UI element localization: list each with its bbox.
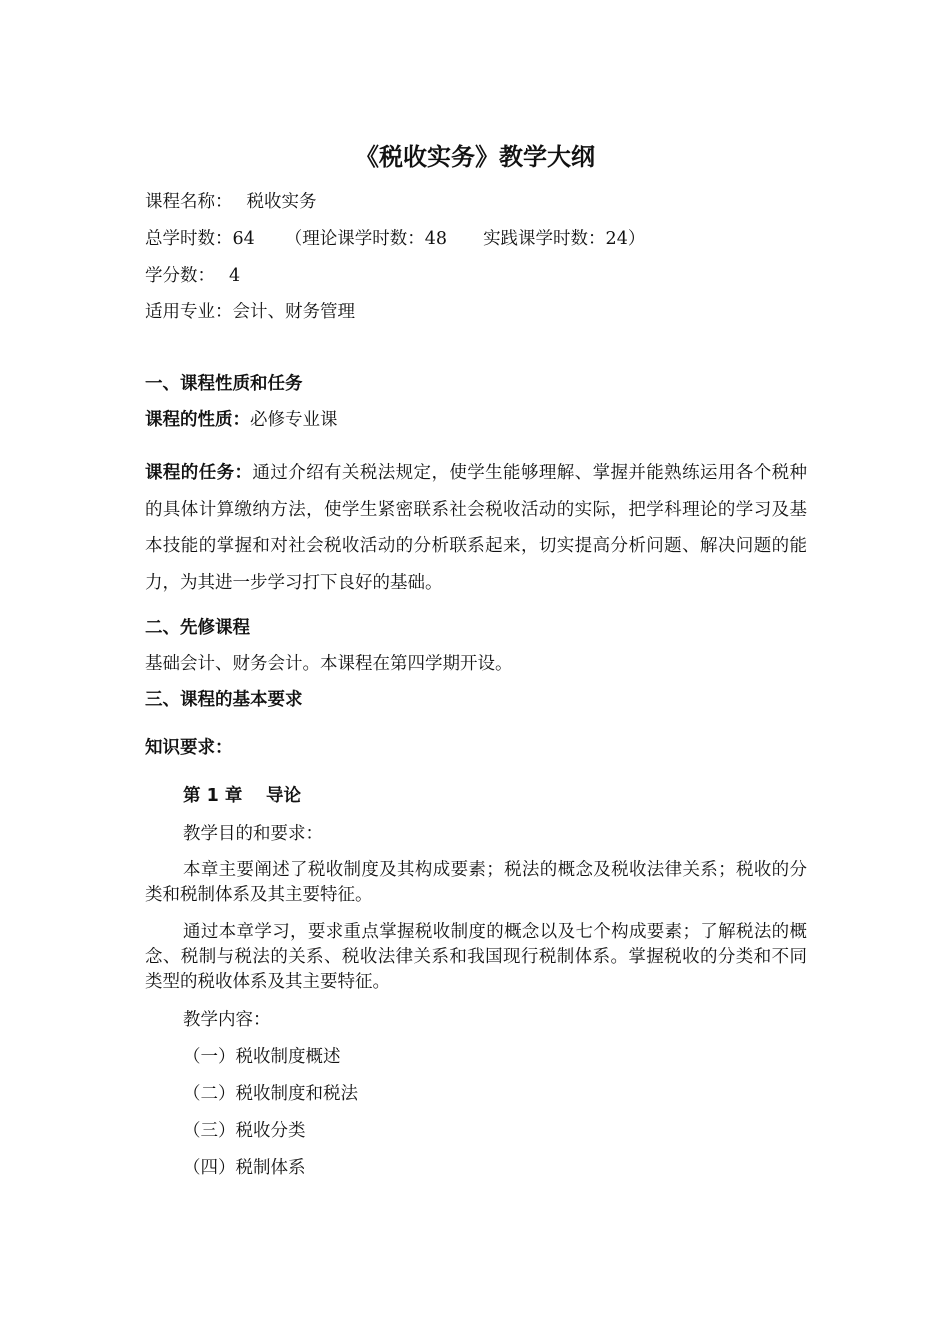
course-nature-value: 必修专业课 — [250, 410, 338, 430]
document-title: 《税收实务》教学大纲 — [355, 143, 595, 171]
content-item: （一）税收制度概述 — [183, 1047, 341, 1067]
prerequisite-text: 基础会计、财务会计。本课程在第四学期开设。 — [145, 654, 513, 674]
section-3-heading: 三、课程的基本要求 — [145, 690, 303, 710]
practice-hours: 实践课学时数：24） — [483, 229, 646, 249]
major-line — [145, 300, 355, 324]
course-nature-label: 课程的性质： — [145, 410, 250, 430]
teaching-goals-paragraph-1: 本章主要阐述了税收制度及其构成要素；税法的概念及税收法律关系；税收的分类和税制体系及其主要特征。 — [145, 860, 807, 905]
credits-label: 学分数： — [145, 266, 215, 286]
knowledge-requirement-label: 知识要求： — [145, 738, 233, 758]
credits-line — [145, 264, 240, 288]
course-nature-line — [145, 408, 338, 432]
teaching-goals-paragraph-2: 通过本章学习，要求重点掌握税收制度的概念以及七个构成要素；了解税法的概念、税制与税法的关系、税收法律关系和我国现行税制体系。掌握税收的分类和不同类型的税收体系及其主要特征。 — [145, 922, 807, 992]
content-item: （二）税收制度和税法 — [183, 1084, 358, 1104]
course-task-text: 通过介绍有关税法规定，使学生能够理解、掌握并能熟练运用各个税种的具体计算缴纳方法，使学生紧密联系社会税收活动的实际，把学科理论的学习及基本技能的掌握和对社会税收活动的分析联系起来，切实提高分析问题、解决问题的能力，为其进一步学习打下良好的基础。 — [145, 463, 808, 593]
teaching-goals-label: 教学目的和要求： — [183, 824, 323, 844]
total-hours-value: 64 — [232, 229, 255, 249]
chapter-1-heading: 第 1 章 导论 — [183, 786, 301, 806]
theory-hours: （理论课学时数：48 — [284, 229, 448, 249]
credits-value: 4 — [229, 266, 241, 286]
content-item: （三）税收分类 — [183, 1121, 306, 1141]
course-name-line — [145, 190, 317, 214]
content-item: （四）税制体系 — [183, 1158, 306, 1178]
section-2-heading: 二、先修课程 — [145, 618, 250, 638]
teaching-content-label: 教学内容： — [183, 1010, 271, 1030]
hours-line — [145, 227, 645, 251]
course-name-label: 课程名称： — [145, 192, 233, 212]
course-name-value: 税收实务 — [246, 192, 317, 212]
total-hours-label: 总学时数： — [145, 229, 233, 249]
section-1-heading: 一、课程性质和任务 — [145, 374, 303, 394]
course-task-paragraph — [145, 455, 807, 601]
course-task-label: 课程的任务： — [145, 463, 253, 483]
major-label: 适用专业： — [145, 302, 233, 322]
major-value: 会计、财务管理 — [232, 302, 355, 322]
